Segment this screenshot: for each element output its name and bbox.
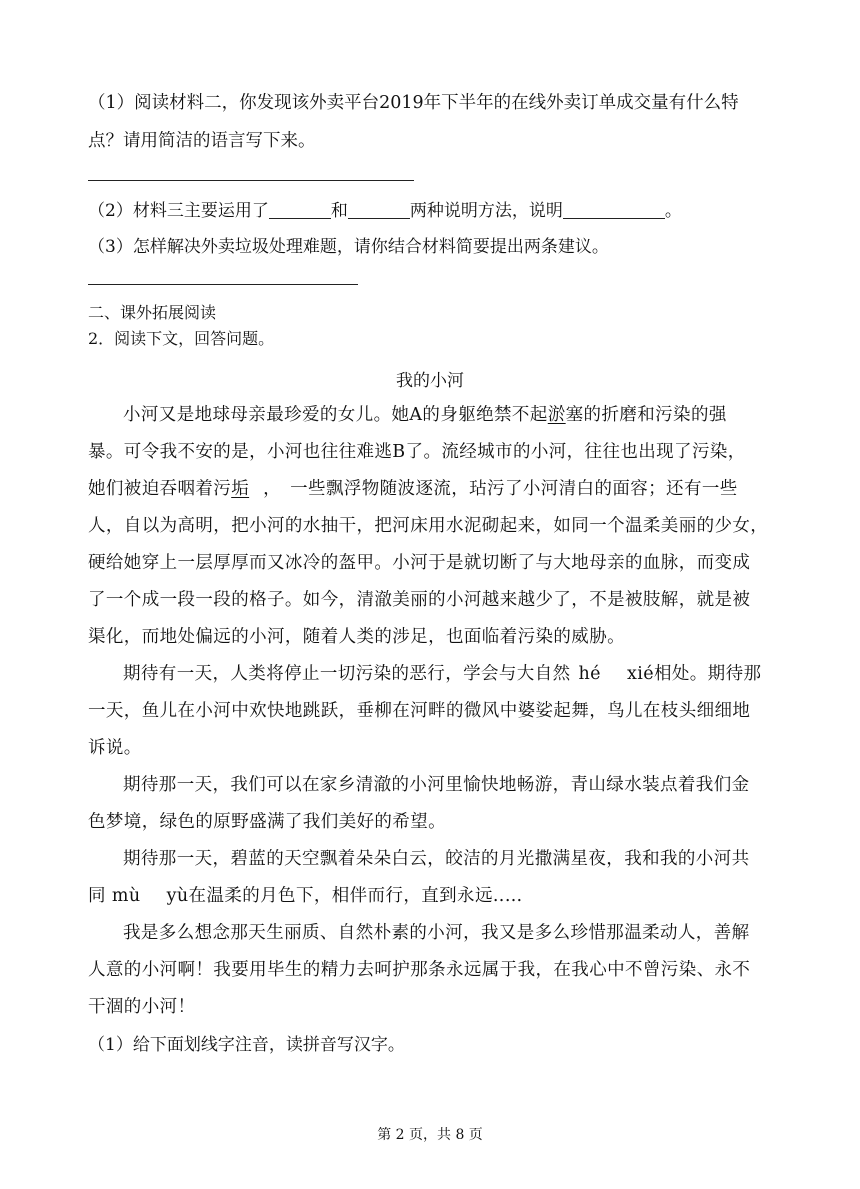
- article-title: 我的小河: [396, 371, 464, 391]
- question-3: （3）怎样解决外卖垃圾处理难题，请你结合材料简要提出两条建议。: [88, 237, 609, 257]
- blank-explain: [563, 200, 665, 219]
- blank-method-2: [348, 200, 410, 219]
- pinyin-mu: mù: [111, 886, 141, 906]
- question-2: [88, 196, 682, 221]
- p4-l2a: 同: [88, 886, 106, 906]
- page-footer: 第 2 页，共 8 页: [377, 1127, 483, 1143]
- pinyin-yu: yù: [166, 886, 189, 906]
- p1-line-2: 暴。可令我不安的是，小河也往往难逃B了。流经城市的小河，往往也出现了污染，: [88, 442, 746, 462]
- blank-method-1: [269, 200, 331, 219]
- p1-line-1: [123, 401, 813, 426]
- p2-line-3: 诉说。: [88, 738, 142, 758]
- p1-l3b: ， 一些飘浮物随波逐流，玷污了小河清白的面容；还有一些: [263, 479, 738, 499]
- p2-line-1: [123, 660, 813, 685]
- p4-l2b: 在温柔的月色下，相伴而行，直到永远..…: [188, 886, 523, 906]
- answer-line-3: [88, 284, 358, 285]
- p1-line-3: [88, 475, 778, 500]
- p5-line-3: 干涸的小河！: [88, 997, 196, 1017]
- underlined-char-yu: 淤: [547, 405, 566, 425]
- pinyin-xie: xié: [626, 664, 654, 684]
- question-2-and: 和: [330, 201, 348, 221]
- pinyin-he: hé: [578, 664, 601, 684]
- p2-l1a: 期待有一天，人类将停止一切污染的恶行，学会与大自然: [123, 664, 571, 684]
- question-2-end: 。: [664, 201, 682, 221]
- question-2-prefix: （2）材料三主要运用了: [88, 201, 269, 221]
- question-2-mid: 两种说明方法，说明: [409, 201, 563, 221]
- sub-question-1: （1）给下面划线字注音，读拼音写汉字。: [88, 1035, 405, 1055]
- p1-line-6: 了一个成一段一段的格子。如今，清澈美丽的小河越来越少了，不是被肢解，就是被: [88, 590, 751, 610]
- p3-line-2: 色梦境，绿色的原野盛满了我们美好的希望。: [88, 812, 446, 832]
- p5-line-1: 我是多么想念那天生丽质、自然朴素的小河，我又是多么珍惜那温柔动人，善解: [123, 923, 750, 943]
- p3-line-1: 期待那一天，我们可以在家乡清澈的小河里愉快地畅游，青山绿水装点着我们金: [123, 775, 750, 795]
- p1-line-4: 人，自以为高明，把小河的水抽干，把河床用水泥砌起来，如同一个温柔美丽的少女，: [88, 516, 769, 536]
- p4-line-1: 期待那一天，碧蓝的天空飘着朵朵白云，皎洁的月光撒满星夜，我和我的小河共: [123, 849, 750, 869]
- question-2-instruction: 2．阅读下文，回答问题。: [88, 329, 275, 348]
- p1-line-7: 渠化，而地处偏远的小河，随着人类的涉足，也面临着污染的威胁。: [88, 627, 625, 647]
- p2-line-2: 一天，鱼儿在小河中欢快地跳跃，垂柳在河畔的微风中婆娑起舞，鸟儿在枝头细细地: [88, 701, 751, 721]
- p1-l1b: 塞的折磨和污染的强: [565, 405, 727, 425]
- underlined-char-gou: 垢: [231, 479, 250, 499]
- p5-line-2: 人意的小河啊！我要用毕生的精力去呵护那条永远属于我，在我心中不曾污染、永不: [88, 960, 751, 980]
- answer-line-1: [88, 180, 414, 181]
- section-heading: 二、课外拓展阅读: [88, 303, 217, 322]
- p1-line-5: 硬给她穿上一层厚厚而又冰冷的盔甲。小河于是就切断了与大地母亲的血脉，而变成: [88, 553, 751, 573]
- question-1-line-2: 点？请用简洁的语言写下来。: [88, 131, 316, 151]
- p4-line-2: [88, 882, 778, 907]
- question-1-line-1: （1）阅读材料二，你发现该外卖平台2019年下半年的在线外卖订单成交量有什么特: [88, 93, 739, 113]
- p1-l3a: 她们被迫吞咽着污: [88, 479, 232, 499]
- p2-l1b: 相处。期待那: [653, 664, 762, 684]
- p1-l1a: 小河又是地球母亲最珍爱的女儿。她A的身躯绝禁不起: [123, 405, 548, 425]
